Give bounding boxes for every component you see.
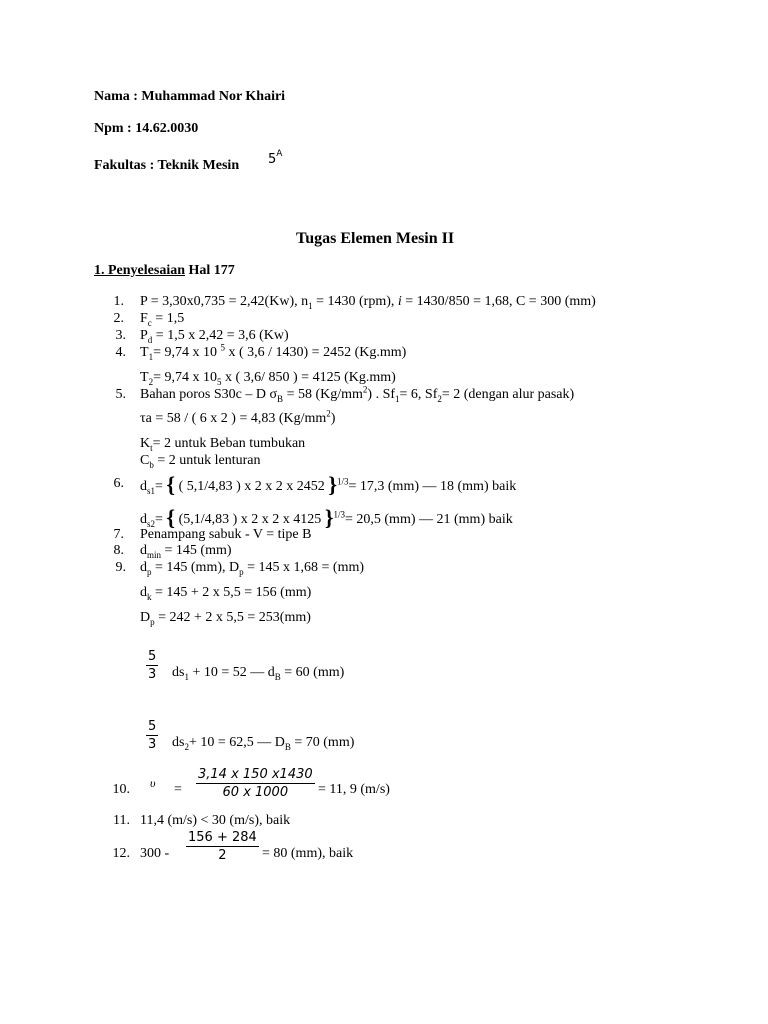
item-number-1: 1. bbox=[113, 294, 124, 309]
fraction-5-3-a: $\frac{5}{3}$ bbox=[148, 649, 157, 682]
item-5-cb: $C_b = 2$ untuk lenturan bbox=[140, 453, 261, 470]
item-5-material: Bahan poros S30c – D $\sigma_B = 58$ $(Kg/mm^2)$ . $Sf_1= 6$, $Sf_2= 2$ (dengan alur pasak) bbox=[140, 384, 575, 404]
item-1: P = 3,30x0,735 = 2,42(Kw), $n_1 = 1430$ (rpm), i = 1430/850 = 1,68, C = 300 (mm) bbox=[140, 294, 596, 311]
class-label: $5^A$ bbox=[268, 149, 283, 167]
item-number-7: 7. bbox=[113, 527, 124, 542]
item-3: $P_d = 1,5$ x 2,42 = 3,6 (Kw) bbox=[140, 328, 289, 345]
item-number-6: 6. bbox=[113, 476, 124, 491]
item-number-9: 9. bbox=[115, 560, 126, 575]
item-12-fraction: $\frac{156 + 284}{2}$ bbox=[188, 830, 257, 863]
item-8: $d_{min} = 145$ (mm) bbox=[140, 543, 232, 560]
item-2: $F_c = 1,5$ bbox=[140, 311, 185, 328]
item-4-t1: $T_1= 9,74$ x 10 $^5$ x ( 3,6 / 1430) = 2452 (Kg.mm) bbox=[140, 342, 407, 362]
item-12-prefix: 300 - bbox=[140, 846, 170, 861]
npm-line: Npm : 14.62.0030 bbox=[94, 121, 199, 136]
item-9-Dp: $D_p = 242 + 2$ x 5,5 = 253(mm) bbox=[140, 610, 311, 627]
item-number-12: 12. bbox=[112, 846, 130, 861]
item-5-tau: τa = 58 / ( 6 x 2 ) = 4,83 $(Kg/mm^2)$ bbox=[140, 408, 336, 426]
item-6-ds2: $d_{s2}=$ { (5,1/4,83 ) x 2 x 2 x 4125 }$^{1/3}$= 20,5 (mm) — 21 (mm) baik bbox=[140, 505, 513, 530]
item-9-ds1-eq: $ds_1 + 10 = 52$ — $d_B = 60$ (mm) bbox=[172, 665, 345, 682]
item-5-kt: $K_t= 2$ untuk Beban tumbukan bbox=[140, 436, 306, 453]
item-number-8: 8. bbox=[113, 543, 124, 558]
item-number-10: 10. bbox=[112, 782, 130, 797]
item-11: 11,4 (m/s) < 30 (m/s), baik bbox=[140, 813, 291, 828]
page-title: Tugas Elemen Mesin II bbox=[296, 230, 455, 247]
item-number-3: 3. bbox=[115, 328, 126, 343]
item-12-result: = 80 (mm), baik bbox=[262, 846, 354, 861]
item-9-ds2-eq: $ds_2+ 10 = 62,5$ — $D_B = 70$ (mm) bbox=[172, 735, 355, 752]
item-10-equals: = bbox=[174, 782, 182, 797]
item-number-11: 11. bbox=[113, 813, 130, 828]
item-10-result: = 11, 9 (m/s) bbox=[318, 782, 390, 797]
item-9-dk: $d_k = 145 + 2$ x 5,5 = 156 (mm) bbox=[140, 585, 312, 602]
nama-line: Nama : Muhammad Nor Khairi bbox=[94, 89, 286, 104]
item-7: Penampang sabuk - V = tipe B bbox=[140, 527, 312, 542]
item-number-2: 2. bbox=[113, 311, 124, 326]
velocity-fraction: $\frac{3,14 x 150 x1430}{60 x 1000}$ bbox=[198, 767, 313, 800]
item-9-dp: $d_p = 145$ (mm), $D_p = 145$ x 1,68 = (mm) bbox=[140, 560, 365, 577]
fakultas-line: Fakultas : Teknik Mesin bbox=[94, 158, 240, 173]
item-6-ds1: $d_{s1}=$ { ( 5,1/4,83 ) x 2 x 2 x 2452 }$^{1/3}$= 17,3 (mm) — 18 (mm) baik bbox=[140, 472, 517, 497]
fraction-5-3-b: $\frac{5}{3}$ bbox=[148, 719, 157, 752]
item-number-4: 4. bbox=[115, 345, 126, 360]
section-heading: 1. Penyelesaian Hal 177 bbox=[94, 263, 235, 278]
item-4-t2: $T_2= 9,74$ x $10_5$ x ( 3,6/ 850 ) = 4125 (Kg.mm) bbox=[140, 370, 396, 387]
velocity-symbol: υ bbox=[150, 776, 156, 790]
item-number-5: 5. bbox=[115, 387, 126, 402]
